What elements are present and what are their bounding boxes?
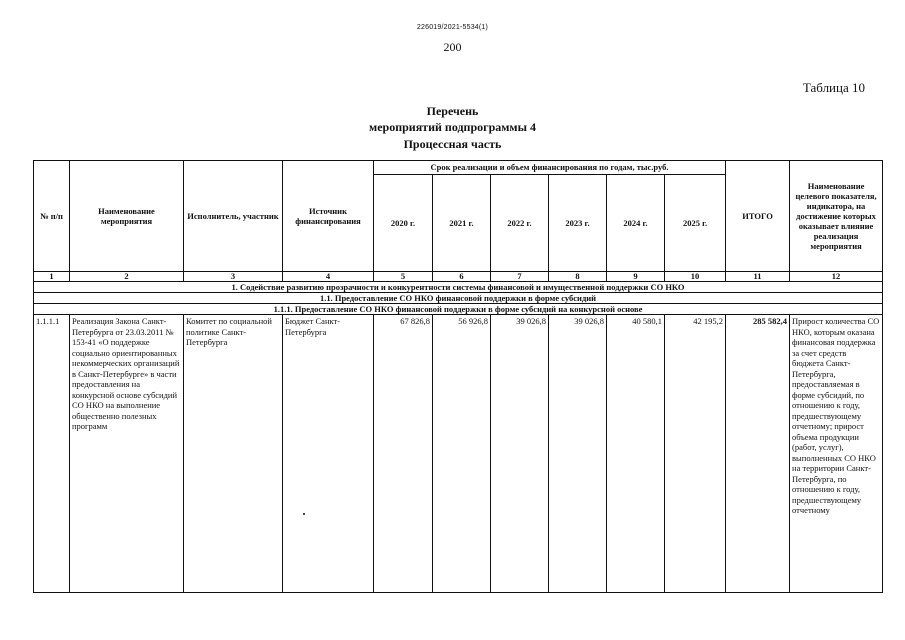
column-number: 4: [283, 272, 374, 282]
row-value-2023: 39 026,8: [549, 315, 607, 593]
header-source: Источник финансирования: [283, 161, 374, 272]
header-total: ИТОГО: [726, 161, 790, 272]
column-number: 5: [374, 272, 433, 282]
section-heading-1: 1. Содействие развитию прозрачности и конкурентности системы финансовой и имущественной поддержки СО НКО: [34, 282, 883, 293]
row-value-2024: 40 580,1: [607, 315, 665, 593]
column-number: 2: [70, 272, 184, 282]
column-number: 9: [607, 272, 665, 282]
column-number: 10: [665, 272, 726, 282]
column-number: 3: [184, 272, 283, 282]
document-id: 226019/2021-5534(1): [416, 24, 489, 31]
row-executor: Комитет по социальной политике Санкт-Петербурга: [184, 315, 283, 593]
column-number: 7: [491, 272, 549, 282]
stray-mark: [303, 513, 305, 515]
column-number: 6: [433, 272, 491, 282]
header-year-2022: 2022 г.: [491, 175, 549, 272]
column-numbers-row: [34, 272, 883, 282]
table-label: Таблица 10: [802, 80, 865, 95]
header-year-2020: 2020 г.: [374, 175, 433, 272]
measures-table: [33, 160, 883, 593]
title-line-2: мероприятий подпрограммы 4: [369, 120, 536, 134]
header-period-group: Срок реализации и объем финансирования по годам, тыс.руб.: [374, 161, 726, 175]
header-year-2025: 2025 г.: [665, 175, 726, 272]
section-heading-1-1: 1.1. Предоставление СО НКО финансовой поддержки в форме субсидий: [34, 293, 883, 304]
row-value-2025: 42 195,2: [665, 315, 726, 593]
table-row: [34, 315, 883, 593]
header-name: Наименование мероприятия: [70, 161, 184, 272]
row-indicator: Прирост количества СО НКО, которым оказана финансовая поддержка за счет средств бюджета Санкт-Петербурга, предоставляемая в форме субсидий, по отношению к году, предшествующему отчетному; прирост объема продукции (работ, услуг), выполненных СО НКО на территории Санкт-Петербурга, по отношению к году, предшествующему отчетному: [790, 315, 883, 593]
page-number: 200: [443, 40, 462, 54]
header-executor: Исполнитель, участник: [184, 161, 283, 272]
title-line-1: Перечень: [426, 104, 479, 118]
column-number: 1: [34, 272, 70, 282]
row-num: 1.1.1.1: [34, 315, 70, 593]
row-name: Реализация Закона Санкт-Петербурга от 23.03.2011 № 153-41 «О поддержке социально ориентированных некоммерческих организаций в Санкт-Петербурге» в части предоставления на конкурсной основе субсидий СО НКО на выполнение общественно полезных программ: [70, 315, 184, 593]
column-number: 12: [790, 272, 883, 282]
column-number: 8: [549, 272, 607, 282]
header-year-2024: 2024 г.: [607, 175, 665, 272]
row-value-2021: 56 926,8: [433, 315, 491, 593]
section-heading-1-1-1: 1.1.1. Предоставление СО НКО финансовой поддержки в форме субсидий на конкурсной основе: [34, 304, 883, 315]
header-indicator: Наименование целевого показателя, индикатора, на достижение которых оказывает влияние реализация мероприятия: [790, 161, 883, 272]
title-line-3: Процессная часть: [403, 137, 502, 151]
header-num: № п/п: [34, 161, 70, 272]
header-year-2021: 2021 г.: [433, 175, 491, 272]
row-source: Бюджет Санкт-Петербурга: [283, 315, 374, 593]
row-value-2022: 39 026,8: [491, 315, 549, 593]
column-number: 11: [726, 272, 790, 282]
header-year-2023: 2023 г.: [549, 175, 607, 272]
row-total: 285 582,4: [726, 315, 790, 593]
row-value-2020: 67 826,8: [374, 315, 433, 593]
